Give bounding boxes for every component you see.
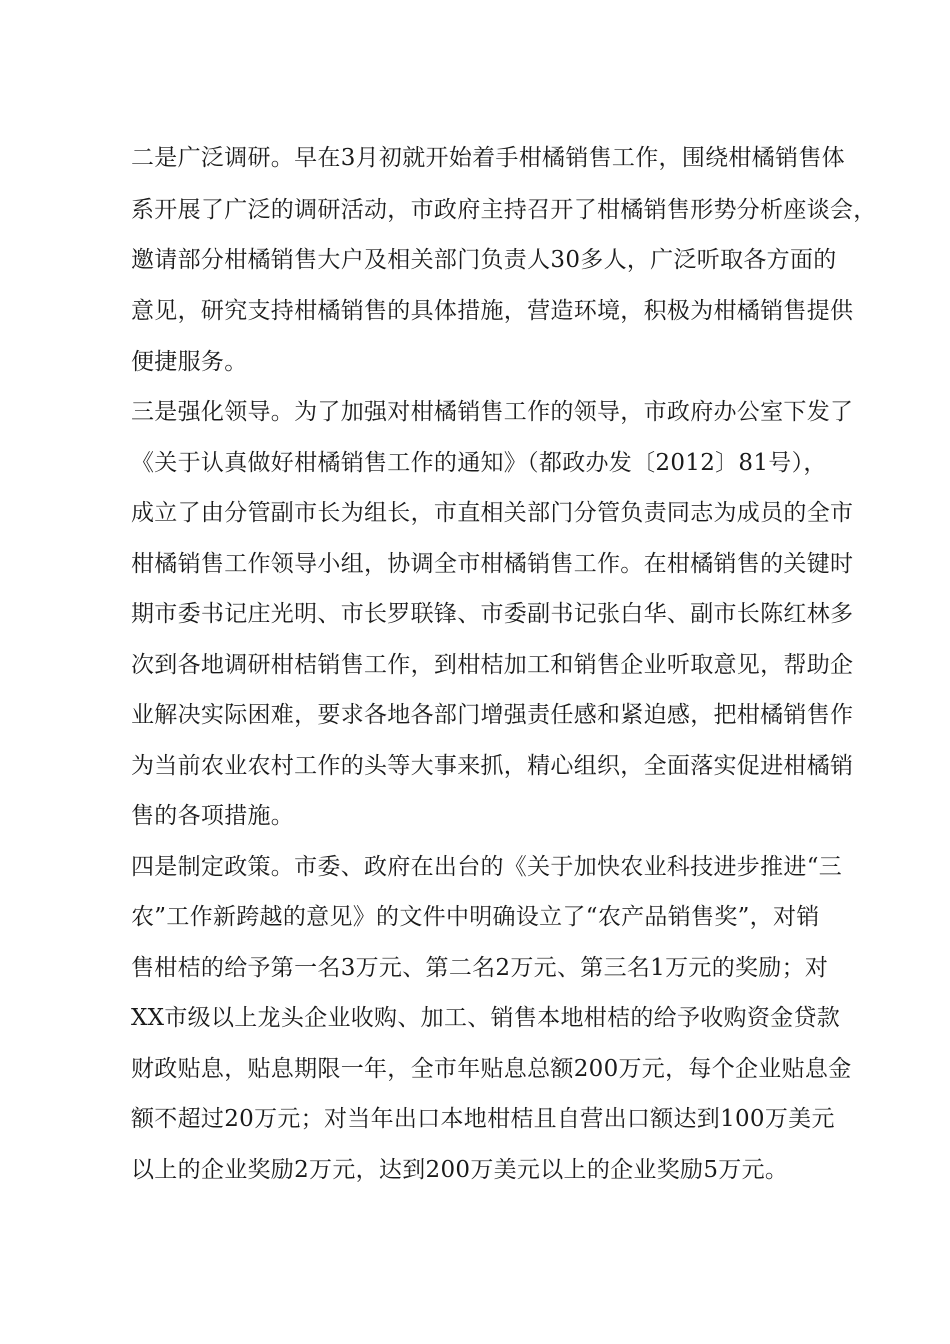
text-line: 次到各地调研柑桔销售工作，到柑桔加工和销售企业听取意见，帮助企	[131, 652, 854, 678]
text-line: 售柑桔的给予第一名3万元、第二名2万元、第三名1万元的奖励；对	[131, 955, 829, 981]
text-line: 为当前农业农村工作的头等大事来抓，精心组织，全面落实促进柑橘销	[131, 753, 854, 779]
text-line: 售的各项措施。	[131, 803, 295, 829]
text-line: 财政贴息，贴息期限一年，全市年贴息总额200万元，每个企业贴息金	[131, 1056, 852, 1082]
text-line: 额不超过20万元；对当年出口本地柑桔且自营出口额达到100万美元	[131, 1106, 835, 1132]
text-line: 期市委书记庄光明、市长罗联锋、市委副书记张白华、副市长陈红林多	[131, 601, 854, 627]
text-line: 三是强化领导。为了加强对柑橘销售工作的领导，市政府办公室下发了	[131, 399, 854, 425]
text-line: 以上的企业奖励2万元，达到200万美元以上的企业奖励5万元。	[131, 1157, 789, 1183]
text-line: 《关于认真做好柑橘销售工作的通知》（都政办发〔2012〕81号），	[131, 450, 827, 476]
text-line: 业解决实际困难，要求各地各部门增强责任感和紧迫感，把柑橘销售作	[131, 702, 854, 728]
text-line: 系开展了广泛的调研活动，市政府主持召开了柑橘销售形势分析座谈会，	[131, 197, 877, 223]
text-line: 农”工作新跨越的意见》的文件中明确设立了“农产品销售奖”，对销	[131, 904, 820, 930]
text-line: 成立了由分管副市长为组长，市直相关部门分管负责同志为成员的全市	[131, 500, 854, 526]
text-line: 意见，研究支持柑橘销售的具体措施，营造环境，积极为柑橘销售提供	[131, 298, 854, 324]
text-line: XX市级以上龙头企业收购、加工、销售本地柑桔的给予收购资金贷款	[131, 1005, 841, 1031]
text-line: 二是广泛调研。早在3月初就开始着手柑橘销售工作，围绕柑橘销售体	[131, 145, 845, 171]
text-line: 四是制定政策。市委、政府在出台的《关于加快农业科技进步推进“三	[131, 854, 843, 880]
text-line: 邀请部分柑橘销售大户及相关部门负责人30多人，广泛听取各方面的	[131, 247, 837, 273]
text-line: 柑橘销售工作领导小组，协调全市柑橘销售工作。在柑橘销售的关键时	[131, 551, 854, 577]
text-line: 便捷服务。	[131, 349, 248, 375]
